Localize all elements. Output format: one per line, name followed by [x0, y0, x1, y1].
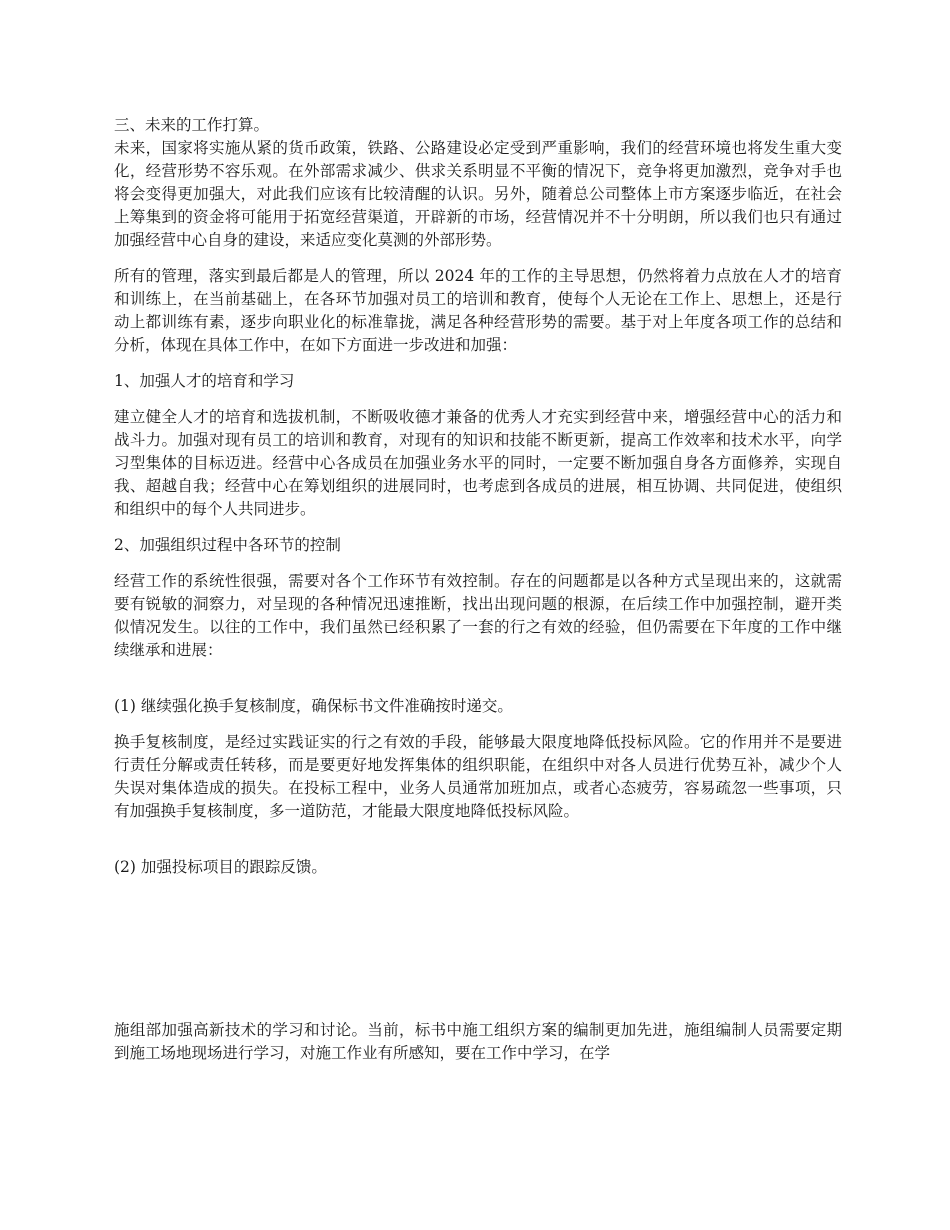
paragraph-talent: 建立健全人才的培育和选拔机制，不断吸收德才兼备的优秀人才充实到经营中来，增强经营中心的活力和战斗力。加强对现有员工的培训和教育，对现有的知识和技能不断更新，提高工作效率和技术水平，向学习型集体的目标迈进。经营中心各成员在加强业务水平的同时，一定要不断加强自身各方面修养，实现自我、超越自我；经营中心在筹划组织的进展同时，也考虑到各成员的进展，相互协调、共同促进，使组织和组织中的每个人共同进步。 — [114, 408, 842, 518]
item-tracking-feedback: (2) 加强投标项目的跟踪反馈。 — [114, 858, 327, 876]
subheading-control: 2、加强组织过程中各环节的控制 — [114, 536, 341, 554]
subheading-talent: 1、加强人才的培育和学习 — [114, 372, 295, 390]
paragraph-review-system: 换手复核制度，是经过实践证实的行之有效的手段，能够最大限度地降低投标风险。它的作用并不是要进行责任分解或责任转移，而是要更好地发挥集体的组织职能，在组织中对各人员进行优势互补，减少个人失误对集体造成的损失。在投标工程中，业务人员通常加班加点，或者心态疲劳，容易疏忽一些事项，只有加强换手复核制度，多一道防范，才能最大限度地降低投标风险。 — [114, 733, 842, 820]
paragraph-control: 经营工作的系统性很强，需要对各个工作环节有效控制。存在的问题都是以各种方式呈现出来的，这就需要有锐敏的洞察力，对呈现的各种情况迅速推断，找出出现问题的根源，在后续工作中加强控制，避开类似情况发生。以往的工作中，我们虽然已经积累了一套的行之有效的经验，但仍需要在下年度的工作中继续继承和进展： — [114, 572, 842, 659]
document-page — [114, 114, 842, 1065]
paragraph-technology-learning: 施组部加强高新技术的学习和讨论。当前，标书中施工组织方案的编制更加先进，施组编制人员需要定期到施工场地现场进行学习，对施工作业有所感知，要在工作中学习，在学 — [114, 1021, 842, 1062]
paragraph-management: 所有的管理，落实到最后都是人的管理，所以 2024 年的工作的主导思想，仍然将着力点放在人才的培育和训练上，在当前基础上，在各环节加强对员工的培训和教育，使每个人无论在工作上、思想上，还是行动上都训练有素，逐步向职业化的标准靠拢，满足各种经营形势的需要。基于对上年度各项工作的总结和分析，体现在具体工作中，在如下方面进一步改进和加强： — [114, 267, 842, 354]
paragraph-outlook: 未来，国家将实施从紧的货币政策，铁路、公路建设必定受到严重影响，我们的经营环境也将发生重大变化，经营形势不容乐观。在外部需求减少、供求关系明显不平衡的情况下，竞争将更加激烈，竞争对手也将会变得更加强大，对此我们应该有比较清醒的认识。另外，随着总公司整体上市方案逐步临近，在社会上筹集到的资金将可能用于拓宽经营渠道，开辟新的市场，经营情况并不十分明朗，所以我们也只有通过加强经营中心自身的建设，来适应变化莫测的外部形势。 — [114, 139, 842, 249]
section-heading-future-plans: 三、未来的工作打算。 — [114, 116, 270, 134]
item-review-system: (1) 继续强化换手复核制度，确保标书文件准确按时递交。 — [114, 697, 513, 715]
